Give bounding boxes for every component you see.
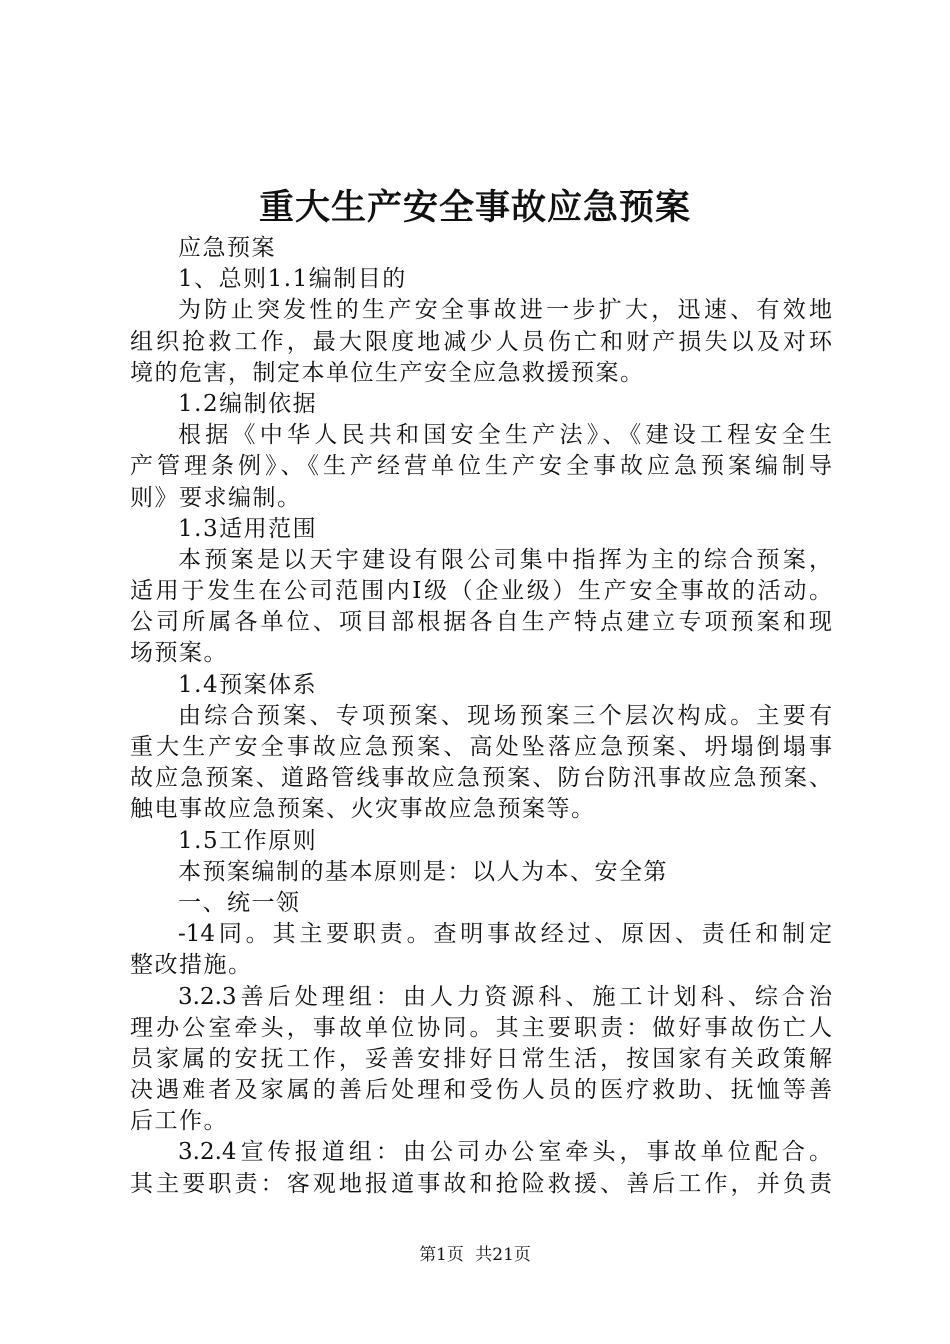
text-line: 决遇难者及家属的善后处理和受伤人员的医疗救助、抚恤等善 xyxy=(130,1077,832,1104)
text-line: 则》要求编制。 xyxy=(130,484,302,511)
text-line: 理办公室牵头，事故单位协同。其主要职责：做好事故伤亡人 xyxy=(130,1014,832,1041)
page-title: 重大生产安全事故应急预案 xyxy=(258,187,691,228)
text-line: 3.2.3善后处理组：由人力资源科、施工计划科、综合治 xyxy=(178,983,832,1010)
text-line: 重大生产安全事故应急预案、高处坠落应急预案、坍塌倒塌事 xyxy=(130,734,832,760)
text-line: 为防止突发性的生产安全事故进一步扩大，迅速、有效地 xyxy=(178,297,832,324)
text-line: 员家属的安抚工作，妥善安排好日常生活，按国家有关政策解 xyxy=(130,1045,832,1072)
text-line: 本预案编制的基本原则是：以人为本、安全第 xyxy=(178,858,668,885)
text-line: -14同。其主要职责。查明事故经过、原因、责任和制定 xyxy=(178,921,832,948)
text-line: 由综合预案、专项预案、现场预案三个层次构成。主要有 xyxy=(178,702,832,729)
document-body xyxy=(130,233,832,1200)
text-line: 1、总则1.1编制目的 xyxy=(178,266,407,293)
text-line: 公司所属各单位、项目部根据各自生产特点建立专项预案和现 xyxy=(130,609,832,636)
text-line: 应急预案 xyxy=(178,235,276,261)
text-line: 境的危害，制定本单位生产安全应急救援预案。 xyxy=(130,359,645,386)
text-line: 1.2编制依据 xyxy=(178,390,318,417)
text-line: 触电事故应急预案、火灾事故应急预案等。 xyxy=(130,796,596,823)
text-line: 适用于发生在公司范围内Ⅰ级（企业级）生产安全事故的活动。 xyxy=(130,578,832,605)
text-line: 1.4预案体系 xyxy=(178,671,318,698)
text-line: 组织抢救工作，最大限度地减少人员伤亡和财产损失以及对环 xyxy=(130,328,832,355)
text-line: 一、统一领 xyxy=(178,889,301,916)
text-line: 整改措施。 xyxy=(130,952,253,979)
text-line: 产管理条例》、《生产经营单位生产安全事故应急预案编制导 xyxy=(130,453,832,480)
text-line: 1.5工作原则 xyxy=(178,827,318,854)
text-line: 场预案。 xyxy=(130,640,228,667)
text-line: 故应急预案、道路管线事故应急预案、防台防汛事故应急预案、 xyxy=(130,765,832,792)
text-line: 根据《中华人民共和国安全生产法》、《建设工程安全生 xyxy=(178,422,832,449)
text-line: 3.2.4宣传报道组：由公司办公室牵头，事故单位配合。 xyxy=(178,1139,832,1166)
text-line: 后工作。 xyxy=(130,1108,228,1135)
page-footer: 第1页 共21页 xyxy=(419,1245,531,1265)
text-line: 1.3适用范围 xyxy=(178,515,318,542)
text-line: 其主要职责：客观地报道事故和抢险救援、善后工作，并负责 xyxy=(130,1170,832,1197)
text-line: 本预案是以天宇建设有限公司集中指挥为主的综合预案， xyxy=(178,546,832,573)
